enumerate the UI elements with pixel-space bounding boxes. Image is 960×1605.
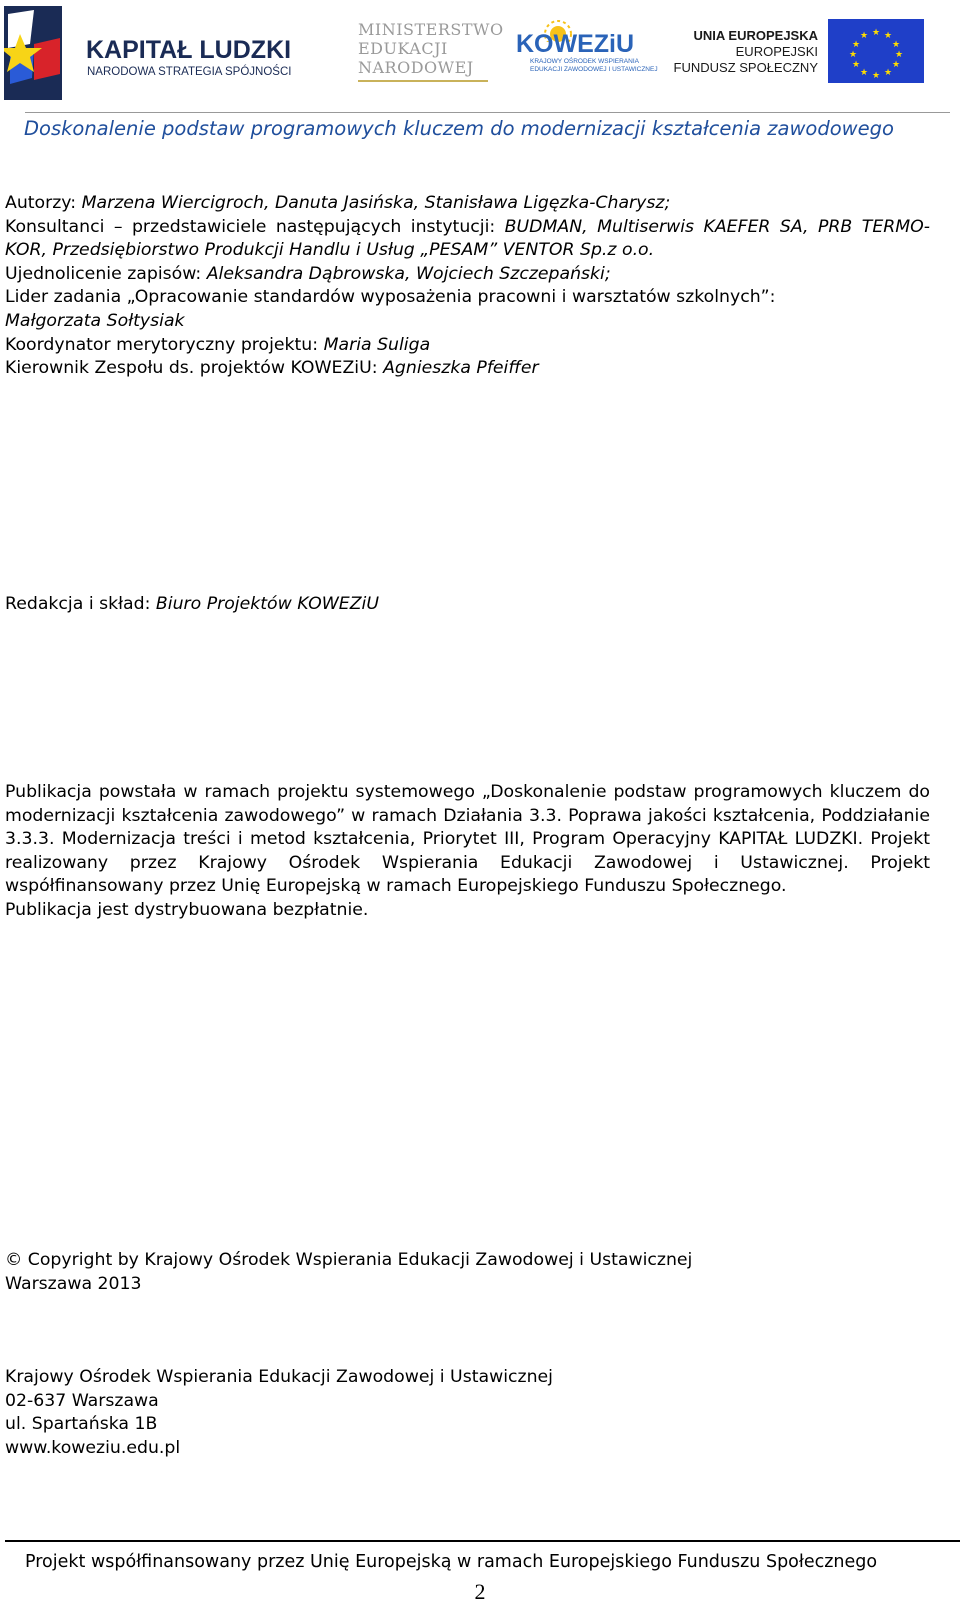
unification-value: Aleksandra Dąbrowska, Wojciech Szczepański;	[206, 263, 611, 284]
publication-free-note: Publikacja jest dystrybuowana bezpłatnie.	[5, 899, 369, 920]
editorial-line	[5, 593, 930, 617]
editorial-value: Biuro Projektów KOWEZiU	[155, 594, 379, 614]
copyright-year: Warszawa 2013	[5, 1273, 142, 1294]
koweziu-sub2: EDUKACJI ZAWODOWEJ I USTAWICZNEJ	[530, 66, 658, 73]
kapital-ludzki-subtitle: NARODOWA STRATEGIA SPÓJNOŚCI	[87, 66, 292, 78]
publication-paragraph: Publikacja powstała w ramach projektu systemowego „Doskonalenie podstaw programowych kluczem do modernizacji kształcenia zawodowego” w ramach Działania 3.3. Poprawa jakości kształcenia, Poddziałanie 3.3.3. Modernizacja treści i metod kształcenia, Priorytet III, Program Operacyjny KAPITAŁ LUDZKI. Projekt realizowany przez Krajowy Ośrodek Wspierania Edukacji Zawodowej i Ustawicznej. Projekt współfinansowany przez Unię Europejską w ramach Europejskiego Funduszu Społecznego.	[5, 782, 930, 897]
leader-value: Małgorzata Sołtysiak	[5, 310, 185, 331]
manager-label: Kierownik Zespołu ds. projektów KOWEZiU:	[5, 358, 384, 379]
unia-europejska-text	[660, 28, 818, 76]
svg-text:★: ★	[859, 68, 869, 78]
address-block	[5, 1366, 930, 1460]
svg-text:★: ★	[851, 60, 861, 70]
ministerstwo-line1: MINISTERSTWO	[358, 20, 504, 39]
eu-flag-icon	[828, 19, 924, 83]
footer-divider	[5, 1540, 960, 1542]
kapital-ludzki-title: KAPITAŁ LUDZKI	[86, 36, 292, 64]
svg-text:★: ★	[851, 40, 861, 50]
svg-text:★: ★	[883, 31, 893, 41]
coordinator-value: Maria Suliga	[323, 334, 431, 355]
authors-value: Marzena Wiercigroch, Danuta Jasińska, Stanisława Ligęzka-Charysz;	[81, 193, 671, 213]
ministerstwo-line3: NARODOWEJ	[358, 58, 474, 77]
address-org: Krajowy Ośrodek Wspierania Edukacji Zawodowej i Ustawicznej	[5, 1367, 553, 1387]
ministerstwo-underline	[358, 80, 488, 82]
ministerstwo-logo	[358, 20, 504, 77]
address-street: ul. Spartańska 1B	[5, 1414, 158, 1435]
authors-label: Autorzy:	[5, 193, 82, 213]
svg-text:★: ★	[891, 40, 901, 50]
document-title: Doskonalenie podstaw programowych kluczem do modernizacji kształcenia zawodowego	[24, 117, 894, 140]
svg-text:★: ★	[894, 50, 904, 60]
ministerstwo-line2: EDUKACJI	[358, 39, 448, 58]
coordinator-line	[5, 334, 930, 358]
svg-text:★: ★	[883, 68, 893, 78]
page-number: 2	[474, 1579, 486, 1604]
svg-text:★: ★	[891, 60, 901, 70]
koweziu-subtitle	[530, 58, 658, 74]
credits-block	[5, 192, 930, 381]
authors-line	[5, 192, 930, 216]
manager-value: Agnieszka Pfeiffer	[383, 358, 539, 379]
kapital-ludzki-emblem	[4, 4, 64, 102]
copyright-block	[5, 1249, 930, 1296]
unia-line3: FUNDUSZ SPOŁECZNY	[673, 60, 818, 75]
svg-text:★: ★	[859, 31, 869, 41]
address-postal: 02-637 Warszawa	[5, 1390, 159, 1411]
svg-text:★: ★	[871, 28, 881, 38]
editorial-label: Redakcja i skład:	[5, 594, 156, 614]
leader-label: Lider zadania „Opracowanie standardów wyposażenia pracowni i warsztatów szkolnych”:	[5, 287, 776, 308]
svg-text:★: ★	[871, 71, 881, 81]
unia-line1: UNIA EUROPEJSKA	[693, 28, 818, 43]
publication-block	[5, 781, 930, 923]
header-divider	[25, 112, 950, 113]
unia-line2: EUROPEJSKI	[735, 44, 818, 59]
unification-line	[5, 263, 930, 287]
address-website-link[interactable]: www.koweziu.edu.pl	[5, 1437, 181, 1458]
copyright-line: © Copyright by Krajowy Ośrodek Wspierania Edukacji Zawodowej i Ustawicznej	[5, 1250, 693, 1270]
consultants-paragraph	[5, 216, 930, 263]
footer-text: Projekt współfinansowany przez Unię Europejską w ramach Europejskiego Funduszu Społecznego	[25, 1552, 878, 1572]
koweziu-name: KOWEZiU	[516, 30, 635, 58]
logo-band	[0, 0, 960, 110]
koweziu-sub1: KRAJOWY OŚRODEK WSPIERANIA	[530, 58, 639, 65]
coordinator-label: Koordynator merytoryczny projektu:	[5, 334, 324, 355]
consultants-value: BUDMAN, Multiserwis KAEFER SA, PRB TERMO-KOR, Przedsiębiorstwo Produkcji Handlu i Usług „PESAM” VENTOR Sp.z o.o.	[5, 216, 930, 261]
manager-line	[5, 357, 930, 381]
unification-label: Ujednolicenie zapisów:	[5, 263, 207, 284]
svg-text:★: ★	[848, 50, 858, 60]
consultants-label: Konsultanci – przedstawiciele następujących instytucji:	[5, 216, 505, 237]
